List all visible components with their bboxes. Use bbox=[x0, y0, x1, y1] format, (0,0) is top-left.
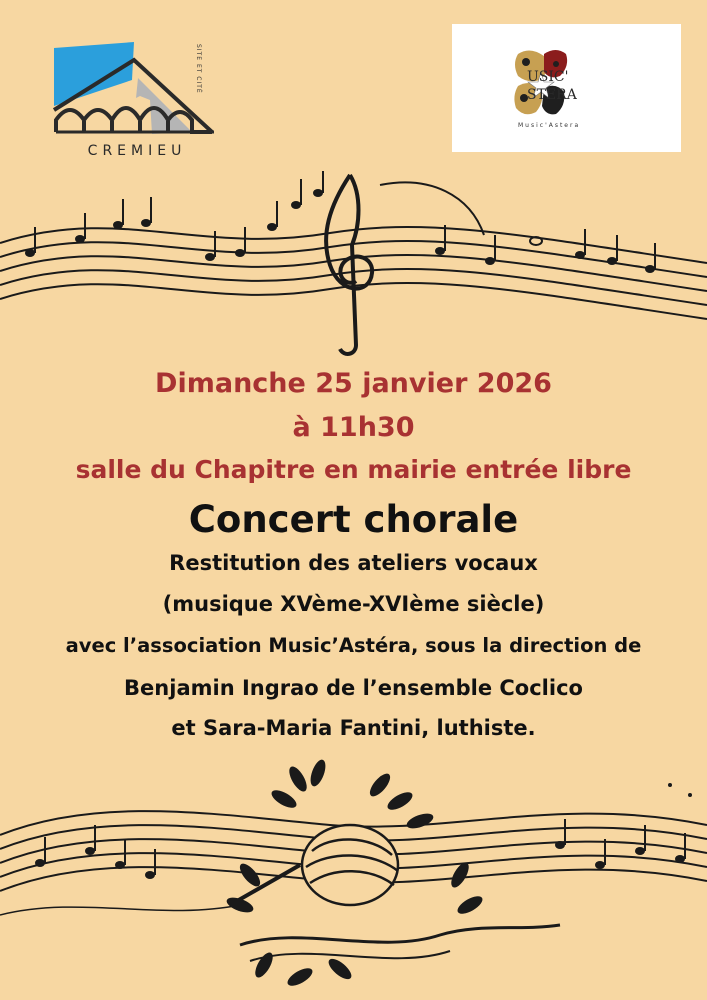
music-astera-wordmark: USIC' STERA bbox=[527, 69, 577, 103]
event-date: Dimanche 25 janvier 2026 bbox=[155, 368, 552, 399]
event-place: salle du Chapitre en mairie entrée libre bbox=[75, 455, 632, 484]
music-staff-with-lute-and-laurel-icon bbox=[0, 755, 707, 1000]
description-line: et Sara-Maria Fantini, luthiste. bbox=[171, 716, 536, 740]
cremieu-wordmark: CREMIEU bbox=[87, 143, 187, 159]
music-astera-logo bbox=[452, 24, 681, 152]
description-line: Restitution des ateliers vocaux bbox=[169, 551, 538, 575]
description-line: avec l’association Music’Astéra, sous la direction de bbox=[65, 634, 642, 657]
description-line: (musique XVème-XVIème siècle) bbox=[162, 592, 545, 616]
cremieu-logo bbox=[52, 40, 227, 165]
concert-title: Concert chorale bbox=[188, 498, 519, 541]
description-line: Benjamin Ingrao de l’ensemble Coclico bbox=[124, 676, 583, 700]
cremieu-tagline: SITE ET CITÉ bbox=[195, 44, 202, 94]
event-time: à 11h30 bbox=[292, 412, 415, 443]
music-staff-with-treble-clef-icon bbox=[0, 165, 707, 365]
music-astera-subtitle: Music'Astera bbox=[518, 122, 581, 129]
